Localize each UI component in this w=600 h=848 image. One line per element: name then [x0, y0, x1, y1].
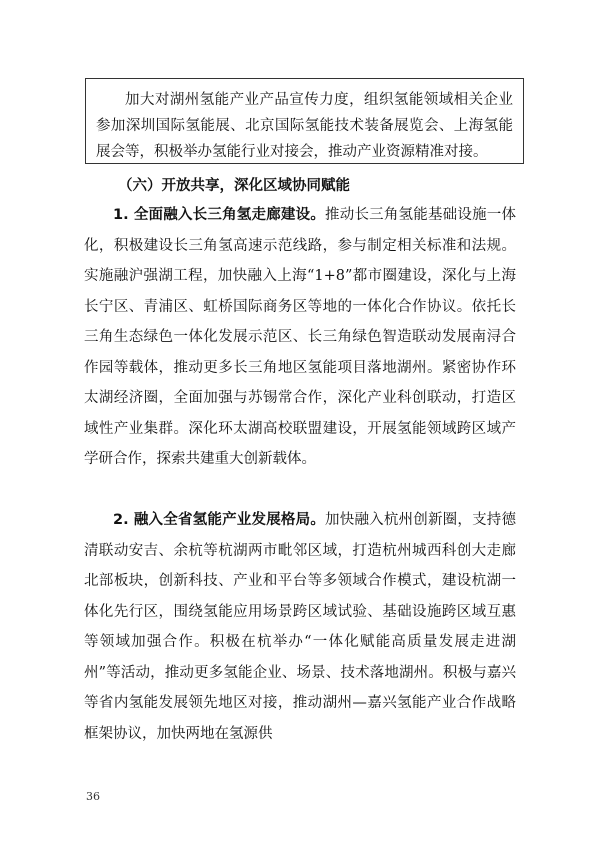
box-text: 加大对湖州氢能产业产品宣传力度，组织氢能领域相关企业参加深圳国际氢能展、北京国际氢能技术装备展览会、上海氢能展会等，积极举办氢能行业对接会，推动产业资源精准对接。: [96, 92, 513, 160]
paragraph-2-title: 2. 融入全省氢能产业发展格局。: [113, 512, 326, 528]
page-number: 36: [86, 790, 100, 803]
highlight-box: [85, 78, 524, 164]
paragraph-2: [84, 505, 516, 749]
paragraph-1: [84, 200, 516, 475]
paragraph-1-body: 推动长三角氢能基础设施一体化，积极建设长三角氢高速示范线路，参与制定相关标准和法规。实施融沪强湖工程，加快融入上海“1+8”都市圈建设，深化与上海长宁区、青浦区、虹桥国际商务区等地的一体化合作协议。依托长三角生态绿色一体化发展示范区、长三角绿色智造联动发展南浔合作园等载体，推动更多长三角地区氢能项目落地湖州。紧密协作环太湖经济圈，全面加强与苏锡常合作，深化产业科创联动，打造区域性产业集群。深化环太湖高校联盟建设，开展氢能领域跨区域产学研合作，探索共建重大创新载体。: [84, 207, 516, 467]
paragraph-2-body: 加快融入杭州创新圈，支持德清联动安吉、余杭等杭湖两市毗邻区域，打造杭州城西科创大走廊北部板块，创新科技、产业和平台等多领域合作模式，建设杭湖一体化先行区，围绕氢能应用场景跨区域试验、基础设施跨区域互惠等领域加强合作。积极在杭举办“一体化赋能高质量发展走进湖州”等活动，推动更多氢能企业、场景、技术落地湖州。积极与嘉兴等省内氢能发展领先地区对接，推动湖州—嘉兴氢能产业合作战略框架协议，加快两地在氢源供: [84, 512, 516, 742]
section-heading: （六）开放共享，深化区域协同赋能: [118, 178, 350, 194]
paragraph-1-title: 1. 全面融入长三角氢走廊建设。: [113, 207, 326, 223]
